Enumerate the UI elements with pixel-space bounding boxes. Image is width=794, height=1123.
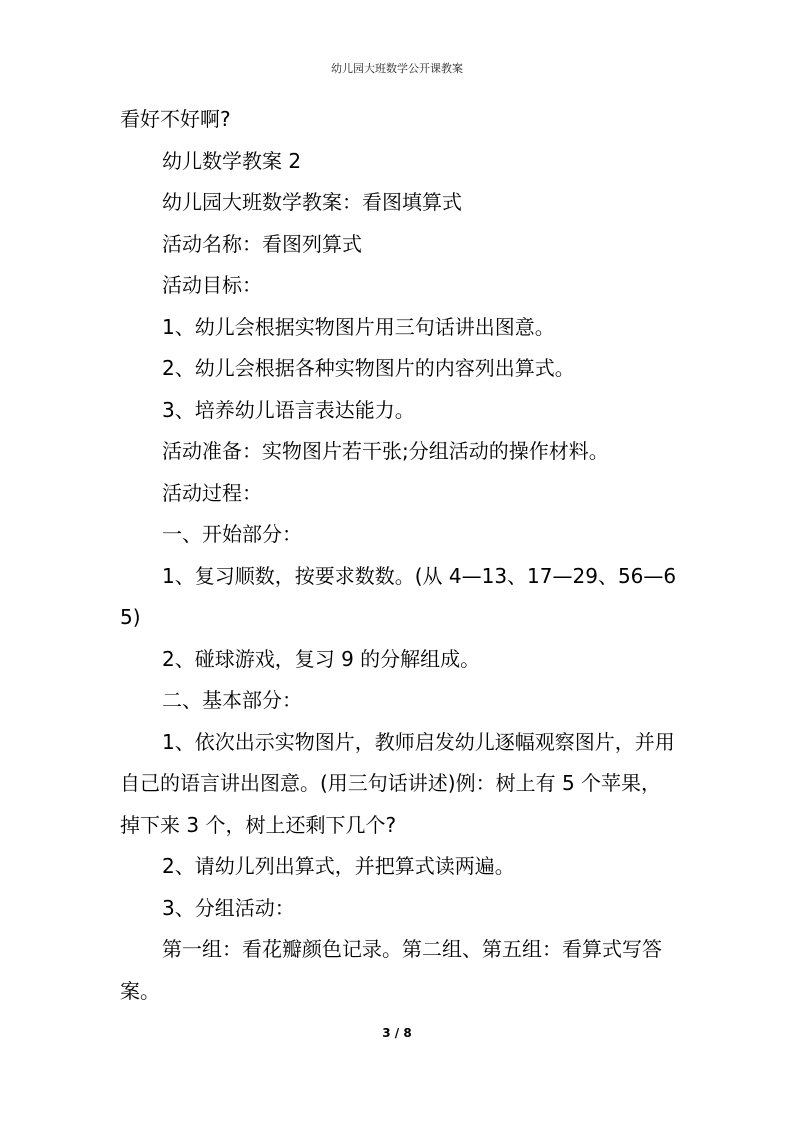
paragraph-5: 1、幼儿会根据实物图片用三句话讲出图意。 <box>162 314 555 339</box>
paragraph-7: 3、培养幼儿语言表达能力。 <box>162 397 415 422</box>
paragraph-15: 2、请幼儿列出算式，并把算式读两遍。 <box>162 854 515 878</box>
paragraph-8: 活动准备：实物图片若干张;分组活动的操作材料。 <box>162 439 609 463</box>
paragraph-9: 活动过程： <box>162 480 262 505</box>
paragraph-3: 活动名称：看图列算式 <box>162 231 362 256</box>
paragraph-13: 二、基本部分： <box>162 688 302 712</box>
paragraph-16: 3、分组活动： <box>162 895 295 920</box>
paragraph-6: 2、幼儿会根据各种实物图片的内容列出算式。 <box>162 356 575 380</box>
paragraph-2: 幼儿园大班数学教案：看图填算式 <box>162 190 462 214</box>
paragraph-17: 第一组：看花瓣颜色记录。第二组、第五组：看算式写答案。 <box>120 937 662 1003</box>
paragraph-11: 1、复习顺数，按要求数数。(从 4—13、17—29、56—65) <box>120 563 677 629</box>
paragraph-10: 一、开始部分： <box>162 522 302 546</box>
paragraph-0: 看好不好啊? <box>120 107 231 131</box>
page-header: 幼儿园大班数学公开课教案 <box>331 62 463 75</box>
paragraph-14: 1、依次出示实物图片，教师启发幼儿逐幅观察图片，并用自己的语言讲出图意。(用三句话讲述)例：树上有 5 个苹果，掉下来 3 个，树上还剩下几个? <box>120 729 675 837</box>
paragraph-4: 活动目标： <box>162 273 262 297</box>
page-number: 3 / 8 <box>382 1026 412 1040</box>
paragraph-12: 2、碰球游戏，复习 9 的分解组成。 <box>162 646 481 671</box>
document-body <box>120 99 680 1012</box>
paragraph-1: 幼儿数学教案 2 <box>162 148 302 173</box>
